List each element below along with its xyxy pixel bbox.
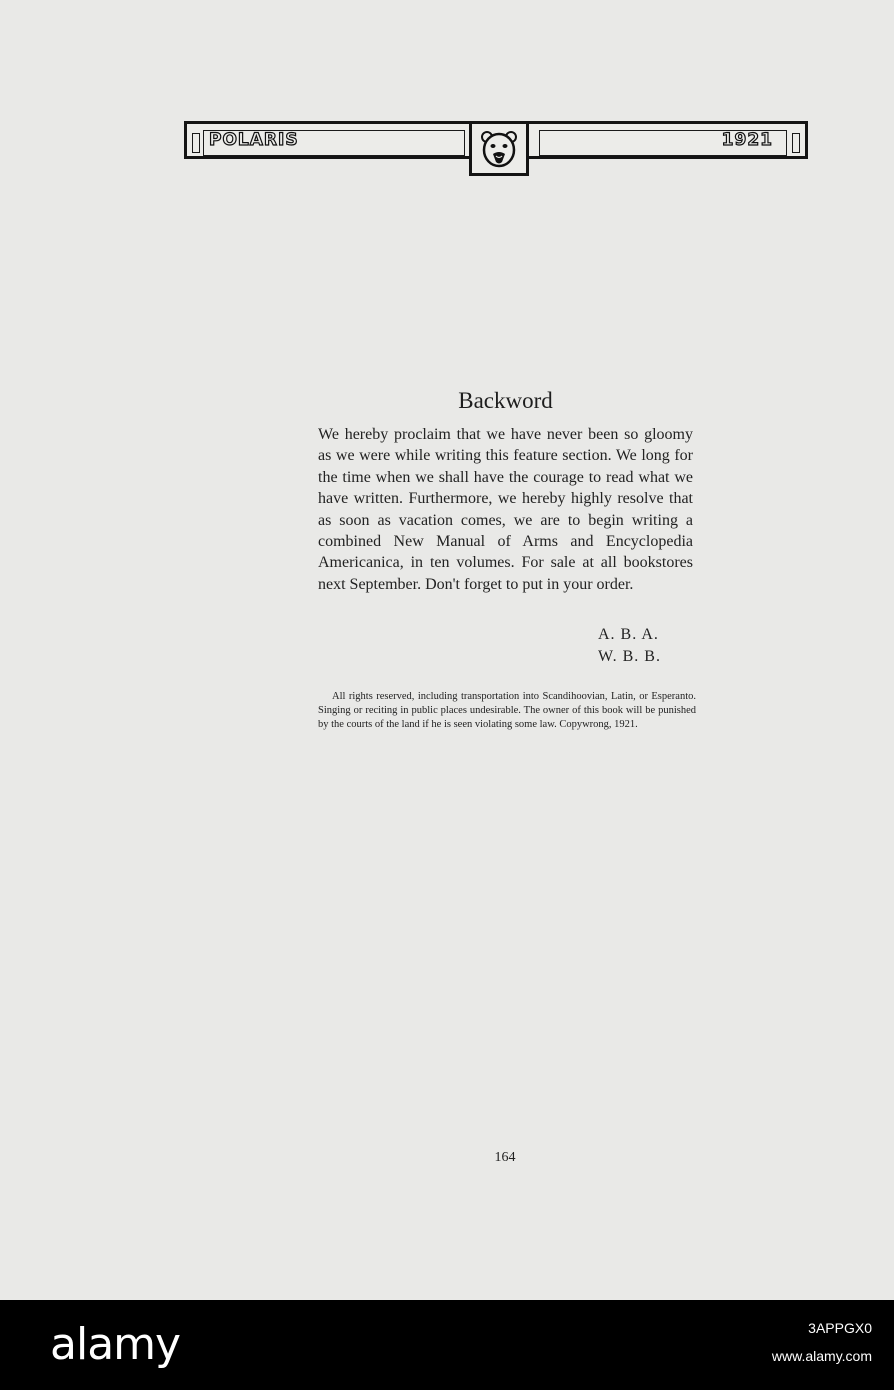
site-url: www.alamy.com (771, 1348, 872, 1364)
alamy-logo: alamy (50, 1319, 181, 1370)
banner-left-cap (192, 133, 200, 153)
author-initials-1: A. B. A. (598, 626, 659, 643)
banner-title-polaris: POLARIS (209, 130, 299, 150)
header-banner (184, 121, 812, 177)
author-initials-2: W. B. B. (598, 648, 661, 665)
banner-right-cap (792, 133, 800, 153)
rights-notice: All rights reserved, including transportation into Scandihoovian, Latin, or Esperanto. Singing or reciting in public places undesirable. The owner of this book will be punished by the courts of the land if he is seen violating some law. Copywrong, 1921. (318, 691, 696, 730)
watermark-strip (0, 1300, 894, 1390)
image-code: 3APPGX0 (808, 1320, 872, 1336)
article-heading: Backword (458, 388, 553, 413)
bear-head-icon (476, 126, 522, 172)
article-body: We hereby proclaim that we have never been so gloomy as we were while writing this feature section. We long for the time when we shall have the courage to read what we have written. Furthermore, we hereby highly resolve that as soon as vacation comes, we are to begin writing a combined New Manual of Arms and Encyclopedia Americanica, in ten volumes. For sale at all bookstores next September. Don't forget to put in your order. (318, 426, 693, 593)
banner-title-year: 1921 (721, 130, 773, 150)
bear-emblem (469, 121, 529, 176)
page-number: 164 (494, 1150, 516, 1165)
